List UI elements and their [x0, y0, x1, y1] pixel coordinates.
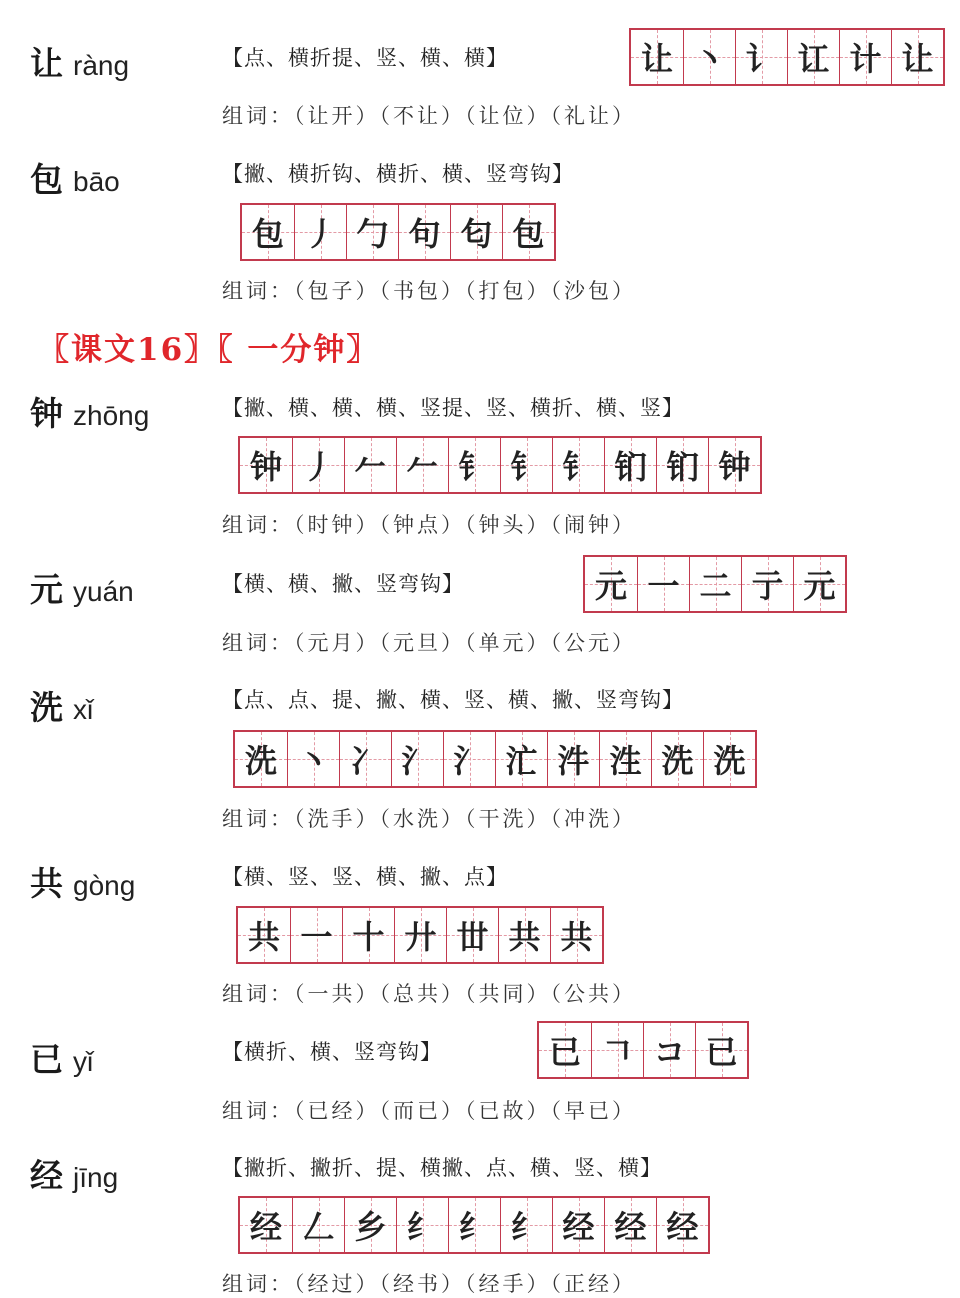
character: 元 — [30, 570, 63, 609]
stroke-step: 丶 — [297, 742, 330, 780]
grid-cell — [240, 438, 292, 492]
word-examples: 组词：（包子）（书包）（打包）（沙包） — [222, 279, 636, 303]
entry-header — [30, 1150, 118, 1197]
grid-cell — [637, 557, 689, 611]
stroke-step: 纟 — [458, 1208, 491, 1246]
stroke-grid — [238, 1196, 710, 1254]
grid-cell — [741, 557, 793, 611]
grid-cell — [793, 557, 845, 611]
stroke-step: 钔 — [614, 448, 647, 486]
word-examples: 组词：（元月）（元旦）（单元）（公元） — [222, 631, 636, 655]
stroke-step: 𠂉 — [354, 448, 387, 486]
stroke-grid — [537, 1021, 749, 1079]
stroke-step: 十 — [352, 918, 385, 956]
stroke-step: 亍 — [751, 567, 784, 605]
stroke-step: 让 — [640, 40, 673, 78]
stroke-step: 冫 — [349, 742, 382, 780]
stroke-step: 钔 — [666, 448, 699, 486]
grid-cell — [502, 205, 554, 259]
stroke-order-text: 【点、横折提、竖、横、横】 — [222, 46, 508, 70]
grid-cell — [651, 732, 703, 786]
grid-cell — [242, 205, 294, 259]
grid-cell — [394, 908, 446, 962]
grid-cell — [599, 732, 651, 786]
pinyin: ràng — [73, 50, 130, 81]
grid-cell — [585, 557, 637, 611]
stroke-step: 讠 — [745, 40, 778, 78]
stroke-step: 经 — [666, 1208, 699, 1246]
stroke-step: 钅 — [458, 448, 491, 486]
pinyin: yǐ — [73, 1046, 94, 1077]
grid-cell — [448, 1198, 500, 1252]
stroke-step: 共 — [508, 918, 541, 956]
character: 洗 — [30, 688, 63, 727]
stroke-step: 𠂉 — [406, 448, 439, 486]
stroke-step: 洗 — [713, 742, 746, 780]
stroke-order-text: 【横折、横、竖弯钩】 — [222, 1040, 442, 1064]
stroke-step: 匂 — [460, 215, 493, 253]
word-examples: 组词：（已经）（而已）（已故）（早已） — [222, 1099, 636, 1123]
stroke-step: コ — [653, 1033, 686, 1071]
grid-cell — [342, 908, 394, 962]
grid-cell — [547, 732, 599, 786]
grid-cell — [235, 732, 287, 786]
entry-header — [30, 38, 129, 85]
character: 让 — [30, 44, 63, 83]
grid-cell — [238, 908, 290, 962]
grid-cell — [396, 1198, 448, 1252]
grid-cell — [656, 1198, 708, 1252]
grid-cell — [495, 732, 547, 786]
stroke-order-text: 【撇、横、横、横、竖提、竖、横折、横、竖】 — [222, 396, 684, 420]
stroke-step: 共 — [247, 918, 280, 956]
stroke-step: 廾 — [404, 918, 437, 956]
grid-cell — [290, 908, 342, 962]
entry-header — [30, 154, 120, 201]
grid-cell — [552, 1198, 604, 1252]
stroke-step: 元 — [803, 567, 836, 605]
grid-cell — [344, 1198, 396, 1252]
stroke-order-text: 【撇折、撇折、提、横撇、点、横、竖、横】 — [222, 1156, 662, 1180]
stroke-step: 已 — [548, 1033, 581, 1071]
pinyin: zhōng — [73, 400, 150, 431]
grid-cell — [287, 732, 339, 786]
stroke-step: 氵 — [453, 742, 486, 780]
character: 包 — [30, 160, 63, 199]
grid-cell — [292, 438, 344, 492]
stroke-step: 共 — [560, 918, 593, 956]
character: 钟 — [30, 394, 63, 433]
stroke-step: 泩 — [609, 742, 642, 780]
stroke-order-text: 【横、横、撇、竖弯钩】 — [222, 572, 464, 596]
stroke-step: 经 — [249, 1208, 282, 1246]
grid-cell — [787, 30, 839, 84]
stroke-step: 二 — [699, 567, 732, 605]
stroke-step: 𠃋 — [302, 1208, 335, 1246]
stroke-step: 钅 — [510, 448, 543, 486]
grid-cell — [591, 1023, 643, 1077]
stroke-step: 丿 — [302, 448, 335, 486]
grid-cell — [689, 557, 741, 611]
grid-cell — [446, 908, 498, 962]
stroke-step: 纟 — [510, 1208, 543, 1246]
stroke-step: 钅 — [562, 448, 595, 486]
pinyin: gòng — [73, 870, 136, 901]
stroke-grid — [240, 203, 556, 261]
stroke-step: 钟 — [718, 448, 751, 486]
grid-cell — [631, 30, 683, 84]
stroke-step: 经 — [562, 1208, 595, 1246]
stroke-step: 丗 — [456, 918, 489, 956]
entry-header — [30, 682, 93, 729]
grid-cell — [498, 908, 550, 962]
character: 共 — [30, 864, 63, 903]
entry-header — [30, 1034, 93, 1081]
stroke-grid — [233, 730, 757, 788]
pinyin: jīng — [73, 1162, 119, 1193]
stroke-step: 计 — [849, 40, 882, 78]
grid-cell — [839, 30, 891, 84]
grid-cell — [703, 732, 755, 786]
grid-cell — [550, 908, 602, 962]
stroke-step: 氵 — [401, 742, 434, 780]
grid-cell — [344, 438, 396, 492]
stroke-step: 丿 — [304, 215, 337, 253]
entry-header — [30, 564, 134, 611]
grid-cell — [683, 30, 735, 84]
pinyin: yuán — [73, 576, 134, 607]
stroke-step: 洗 — [244, 742, 277, 780]
stroke-order-text: 【横、竖、竖、横、撇、点】 — [222, 865, 508, 889]
grid-cell — [292, 1198, 344, 1252]
grid-cell — [604, 1198, 656, 1252]
stroke-step: 讧 — [797, 40, 830, 78]
grid-cell — [735, 30, 787, 84]
stroke-step: 丶 — [693, 40, 726, 78]
word-examples: 组词：（经过）（经书）（经手）（正经） — [222, 1272, 636, 1296]
grid-cell — [695, 1023, 747, 1077]
grid-cell — [339, 732, 391, 786]
grid-cell — [500, 438, 552, 492]
character: 经 — [30, 1156, 63, 1195]
grid-cell — [396, 438, 448, 492]
grid-cell — [552, 438, 604, 492]
grid-cell — [448, 438, 500, 492]
stroke-grid — [629, 28, 945, 86]
stroke-step: 钟 — [249, 448, 282, 486]
pinyin: bāo — [73, 166, 120, 197]
grid-cell — [240, 1198, 292, 1252]
stroke-grid — [583, 555, 847, 613]
grid-cell — [643, 1023, 695, 1077]
grid-cell — [656, 438, 708, 492]
stroke-step: 乡 — [354, 1208, 387, 1246]
word-examples: 组词：（一共）（总共）（共同）（公共） — [222, 982, 636, 1006]
stroke-step: 一 — [300, 918, 333, 956]
grid-cell — [391, 732, 443, 786]
stroke-step: 让 — [901, 40, 934, 78]
stroke-grid — [236, 906, 604, 964]
entry-header — [30, 858, 135, 905]
stroke-step: 包 — [512, 215, 545, 253]
grid-cell — [450, 205, 502, 259]
stroke-step: 句 — [408, 215, 441, 253]
stroke-step: 经 — [614, 1208, 647, 1246]
stroke-step: 包 — [251, 215, 284, 253]
grid-cell — [294, 205, 346, 259]
pinyin: xǐ — [73, 694, 94, 725]
stroke-step: 𠃍 — [601, 1033, 634, 1071]
stroke-grid — [238, 436, 762, 494]
word-examples: 组词：（时钟）（钟点）（钟头）（闹钟） — [222, 513, 636, 537]
stroke-step: 洗 — [661, 742, 694, 780]
grid-cell — [346, 205, 398, 259]
stroke-step: 纟 — [406, 1208, 439, 1246]
stroke-order-text: 【撇、横折钩、横折、横、竖弯钩】 — [222, 162, 574, 186]
grid-cell — [443, 732, 495, 786]
word-examples: 组词：（洗手）（水洗）（干洗）（冲洗） — [222, 807, 636, 831]
stroke-step: 汒 — [505, 742, 538, 780]
stroke-step: 汼 — [557, 742, 590, 780]
entry-header — [30, 388, 149, 435]
stroke-step: 已 — [705, 1033, 738, 1071]
lesson-heading: 〖课文16〗〖 一分钟〗 — [38, 332, 380, 368]
stroke-step: 一 — [647, 567, 680, 605]
grid-cell — [500, 1198, 552, 1252]
stroke-step: 勹 — [356, 215, 389, 253]
stroke-order-text: 【点、点、提、撇、横、竖、横、撇、竖弯钩】 — [222, 688, 684, 712]
word-examples: 组词：（让开）（不让）（让位）（礼让） — [222, 104, 636, 128]
grid-cell — [891, 30, 943, 84]
grid-cell — [708, 438, 760, 492]
grid-cell — [539, 1023, 591, 1077]
grid-cell — [604, 438, 656, 492]
grid-cell — [398, 205, 450, 259]
character: 已 — [30, 1040, 63, 1079]
stroke-step: 元 — [594, 567, 627, 605]
